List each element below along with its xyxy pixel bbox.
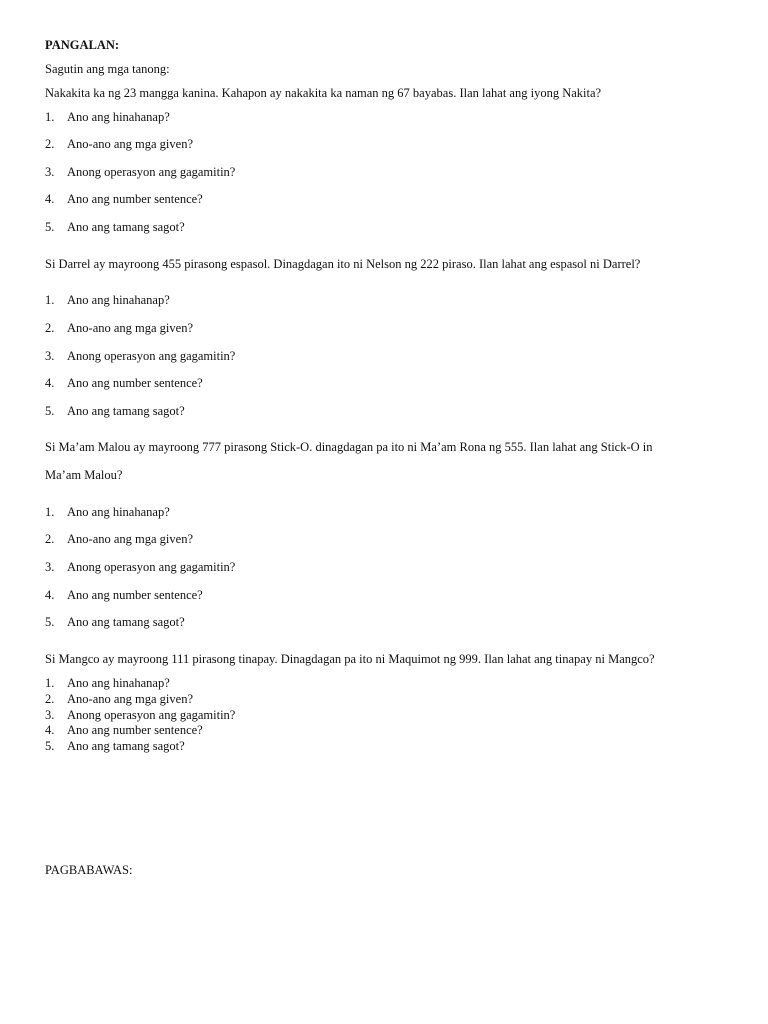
problem-4-q3-num: 3. [45, 708, 55, 722]
problem-1-q4-text: Ano ang number sentence? [67, 192, 203, 206]
problem-3-text-line-1: Si Ma’am Malou ay mayroong 777 pirasong Stick-O. dinagdagan pa ito ni Ma’am Rona ng 555. Ilan lahat ang Stick-O in [45, 440, 653, 454]
problem-2-q4-text: Ano ang number sentence? [67, 376, 203, 390]
instruction-text: Sagutin ang mga tanong: [45, 62, 170, 76]
problem-3-q2-num: 2. [45, 532, 55, 546]
problem-2-q4-num: 4. [45, 376, 55, 390]
problem-3-q5-text: Ano ang tamang sagot? [67, 615, 185, 629]
problem-1-q3-text: Anong operasyon ang gagamitin? [67, 165, 236, 179]
problem-2-q2-num: 2. [45, 321, 55, 335]
problem-3-text-line-2: Ma’am Malou? [45, 468, 123, 482]
problem-4-q2-num: 2. [45, 692, 55, 706]
problem-1-q5-num: 5. [45, 220, 55, 234]
problem-4-q4-text: Ano ang number sentence? [67, 723, 203, 737]
problem-2-text: Si Darrel ay mayroong 455 pirasong espasol. Dinagdagan ito ni Nelson ng 222 piraso. Ilan lahat ang espasol ni Darrel? [45, 257, 641, 271]
problem-3-q1-num: 1. [45, 505, 55, 519]
problem-2-q5-text: Ano ang tamang sagot? [67, 404, 185, 418]
problem-4-q4-num: 4. [45, 723, 55, 737]
problem-3-q4-num: 4. [45, 588, 55, 602]
problem-1-q1-text: Ano ang hinahanap? [67, 110, 170, 124]
problem-3-q2-text: Ano-ano ang mga given? [67, 532, 194, 546]
problem-2-q1-num: 1. [45, 293, 55, 307]
problem-1-text: Nakakita ka ng 23 mangga kanina. Kahapon ay nakakita ka naman ng 67 bayabas. Ilan lahat ang iyong Nakita? [45, 86, 602, 100]
problem-4-q1-text: Ano ang hinahanap? [67, 676, 170, 690]
problem-3-q1-text: Ano ang hinahanap? [67, 505, 170, 519]
problem-1-q2-num: 2. [45, 137, 55, 151]
problem-2-q2-text: Ano-ano ang mga given? [67, 321, 194, 335]
problem-1-q1-num: 1. [45, 110, 55, 124]
problem-4-q3-text: Anong operasyon ang gagamitin? [67, 708, 236, 722]
problem-1-q4-num: 4. [45, 192, 55, 206]
problem-4-q5-num: 5. [45, 739, 55, 753]
problem-1-q3-num: 3. [45, 165, 55, 179]
problem-3-q3-text: Anong operasyon ang gagamitin? [67, 560, 236, 574]
problem-2-q1-text: Ano ang hinahanap? [67, 293, 170, 307]
problem-4-text: Si Mangco ay mayroong 111 pirasong tinapay. Dinagdagan pa ito ni Maquimot ng 999. Ilan lahat ang tinapay ni Mangco? [45, 652, 655, 666]
name-label: PANGALAN: [45, 38, 120, 52]
problem-3-q3-num: 3. [45, 560, 55, 574]
problem-2-q5-num: 5. [45, 404, 55, 418]
problem-1-q5-text: Ano ang tamang sagot? [67, 220, 185, 234]
problem-2-q3-num: 3. [45, 349, 55, 363]
problem-3-q4-text: Ano ang number sentence? [67, 588, 203, 602]
subtraction-section-label: PAGBABAWAS: [45, 863, 133, 877]
problem-4-q1-num: 1. [45, 676, 55, 690]
problem-4-q5-text: Ano ang tamang sagot? [67, 739, 185, 753]
problem-2-q3-text: Anong operasyon ang gagamitin? [67, 349, 236, 363]
problem-1-q2-text: Ano-ano ang mga given? [67, 137, 194, 151]
problem-3-q5-num: 5. [45, 615, 55, 629]
problem-4-q2-text: Ano-ano ang mga given? [67, 692, 194, 706]
